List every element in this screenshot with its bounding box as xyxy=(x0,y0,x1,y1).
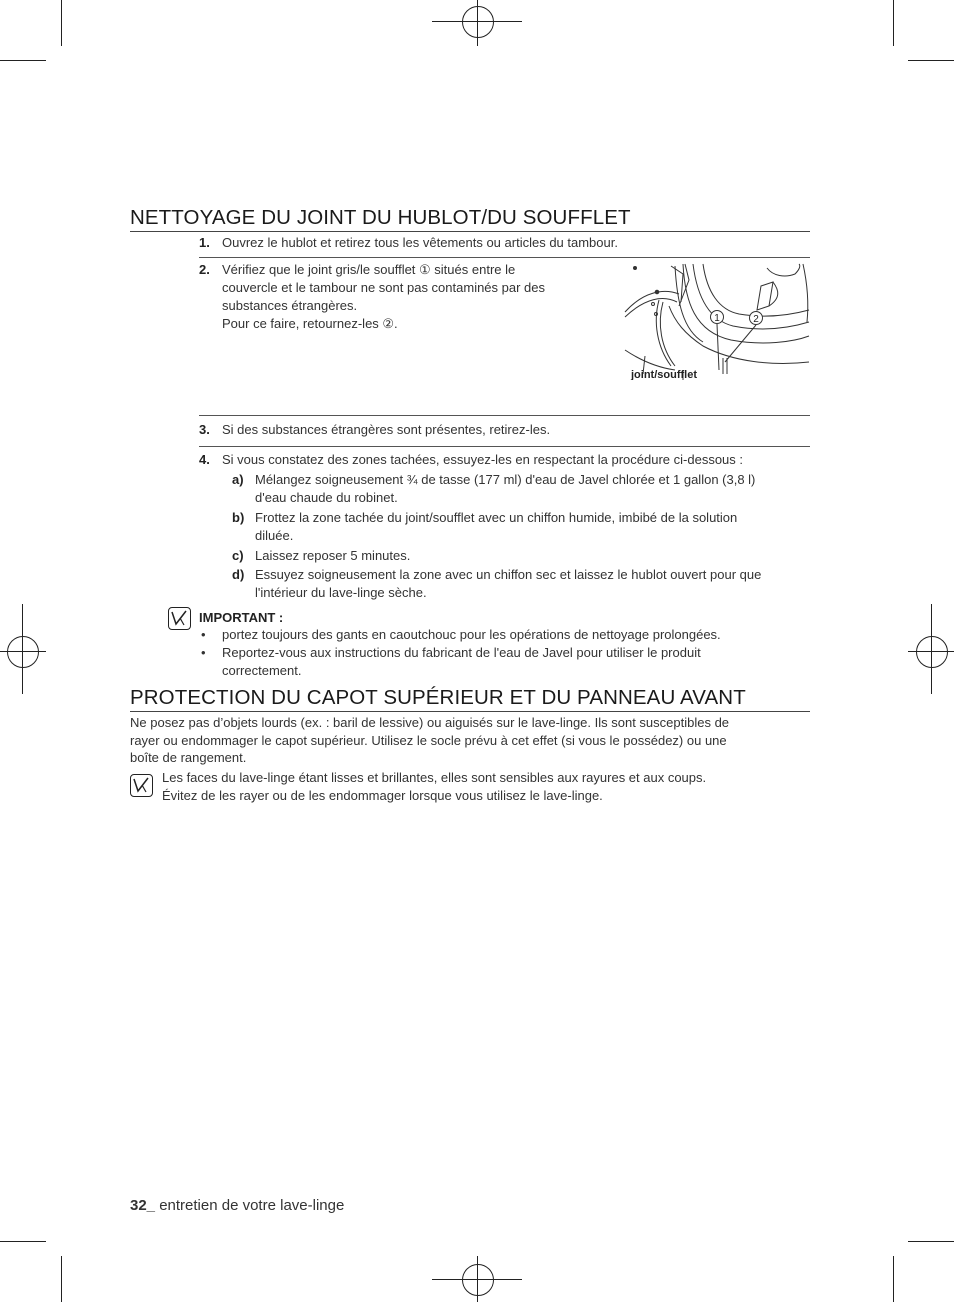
bullet-mark: • xyxy=(201,627,206,642)
substep-text-line: Essuyez soigneusement la zone avec un chiffon sec et laissez le hublot ouvert pour que xyxy=(255,567,762,582)
bullet-mark: • xyxy=(201,645,206,660)
substep-text-line: Mélangez soigneusement ¾ de tasse (177 ml) d'eau de Javel chlorée et 1 gallon (3,8 l) xyxy=(255,472,756,487)
note-pencil-icon xyxy=(168,607,191,630)
step-text: Si vous constatez des zones tachées, essuyez-les en respectant la procédure ci-dessous : xyxy=(222,452,744,467)
note-text-line: Les faces du lave-linge étant lisses et brillantes, elles sont sensibles aux rayures et aux coups. xyxy=(162,770,707,785)
note-text-line: Évitez de les rayer ou de les endommager lorsque vous utilisez le lave-linge. xyxy=(162,788,603,803)
step-number: 4. xyxy=(199,452,210,467)
step-text: Ouvrez le hublot et retirez tous les vêtements ou articles du tambour. xyxy=(222,235,618,250)
substep-text-line: d'eau chaude du robinet. xyxy=(255,490,398,505)
divider xyxy=(199,415,810,416)
step-number: 3. xyxy=(199,422,210,437)
paragraph-line: Ne posez pas d’objets lourds (ex. : baril de lessive) ou aiguisés sur le lave-linge. Ils sont susceptibles de xyxy=(130,715,730,730)
divider xyxy=(199,257,810,258)
substep-label: a) xyxy=(232,472,244,487)
section-title-seal-cleaning: NETTOYAGE DU JOINT DU HUBLOT/DU SOUFFLET xyxy=(130,206,810,232)
substep-text-line: Frottez la zone tachée du joint/soufflet avec un chiffon humide, imbibé de la solution xyxy=(255,510,738,525)
bullet-text-line: portez toujours des gants en caoutchouc pour les opérations de nettoyage prolongées. xyxy=(222,627,721,642)
section-title-top-cover: PROTECTION DU CAPOT SUPÉRIEUR ET DU PANNEAU AVANT xyxy=(130,686,810,712)
bullet-text-line: Reportez-vous aux instructions du fabricant de l'eau de Javel pour utiliser le produit xyxy=(222,645,701,660)
paragraph-line: boîte de rangement. xyxy=(130,750,247,765)
step-text-line: couvercle et le tambour ne sont pas contaminés par des xyxy=(222,280,546,295)
washer-door-drawing xyxy=(623,262,811,380)
bullet-text-line: correctement. xyxy=(222,663,302,678)
step-number: 1. xyxy=(199,235,210,250)
step-text-line: substances étrangères. xyxy=(222,298,358,313)
substep-label: b) xyxy=(232,510,245,525)
paragraph-line: rayer ou endommager le capot supérieur. Utilisez le socle prévu à cet effet (si vous le possédez) ou une xyxy=(130,733,727,748)
page-number: 32_ xyxy=(130,1197,156,1214)
divider xyxy=(199,446,810,447)
substep-text-line: diluée. xyxy=(255,528,294,543)
door-seal-illustration xyxy=(623,262,811,380)
important-heading: IMPORTANT : xyxy=(199,610,284,625)
footer-section-title: entretien de votre lave-linge xyxy=(155,1197,345,1214)
page-footer xyxy=(130,1197,344,1214)
substep-text-line: l'intérieur du lave-linge sèche. xyxy=(255,585,427,600)
step-number: 2. xyxy=(199,262,210,277)
substep-label: d) xyxy=(232,567,245,582)
note-pencil-icon xyxy=(130,774,153,797)
step-text-line: Vérifiez que le joint gris/le soufflet ① situés entre le xyxy=(222,262,516,277)
step-text: Si des substances étrangères sont présentes, retirez-les. xyxy=(222,422,551,437)
step-text-line: Pour ce faire, retournez-les ②. xyxy=(222,316,398,331)
figure-callout-1: 1 xyxy=(714,313,720,324)
substep-text-line: Laissez reposer 5 minutes. xyxy=(255,548,411,563)
substep-label: c) xyxy=(232,548,244,563)
figure-caption: joint/soufflet xyxy=(631,369,697,380)
figure-callout-2: 2 xyxy=(753,314,759,325)
